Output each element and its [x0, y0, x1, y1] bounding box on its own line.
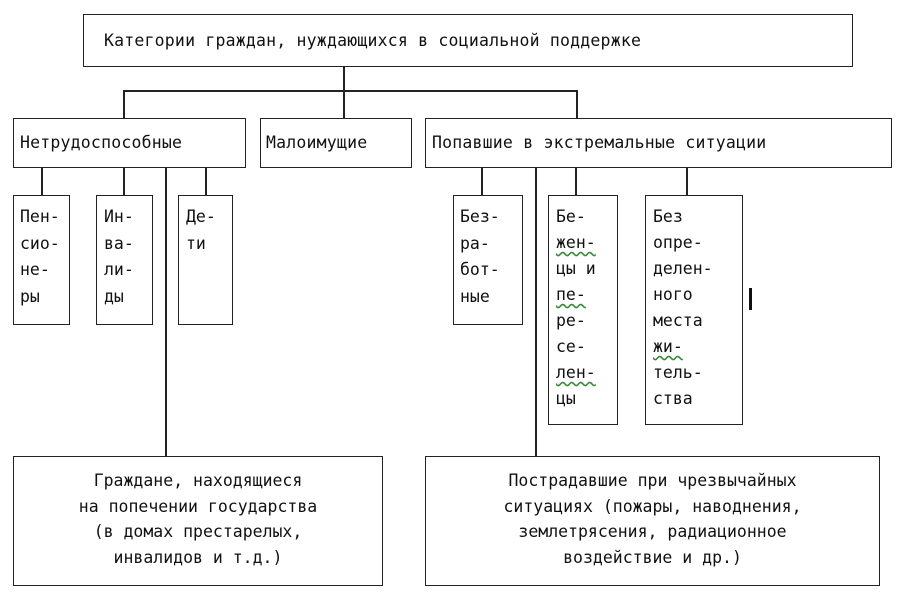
label-line: Граждане, находящиеся: [93, 471, 303, 490]
label-line: жи-: [653, 337, 683, 356]
connector: [123, 90, 125, 118]
label-line: ли-: [104, 260, 134, 279]
label-line: ти: [186, 233, 206, 253]
label-line: (в домах престарелых,: [93, 522, 303, 541]
label-line: воздействие и др.): [563, 547, 742, 567]
category-extreme: Попавшие в экстремальные ситуации: [432, 133, 767, 152]
category-disabled: Нетрудоспособные: [20, 133, 183, 152]
label-line: се-: [556, 337, 586, 356]
connector: [576, 90, 578, 118]
connector: [535, 168, 537, 456]
label-line: Де-: [186, 207, 216, 226]
pensioners-label: [20, 204, 60, 310]
children-label: [186, 204, 216, 257]
unemployed-label: [460, 204, 500, 310]
label-line: Пен-: [20, 207, 60, 226]
label-line: не-: [20, 260, 50, 279]
label-line: Бе-: [556, 207, 586, 226]
label-line: цы и: [556, 259, 596, 278]
connector: [41, 168, 43, 195]
connector: [123, 90, 577, 92]
label-line: жен-: [556, 233, 596, 252]
label-line: цы: [556, 389, 576, 408]
label-line: ного: [653, 285, 693, 304]
label-line: делен-: [653, 259, 713, 278]
label-line: опре-: [653, 233, 703, 252]
label-line: на попечении государства: [78, 496, 318, 516]
invalids-label: [104, 204, 134, 310]
label-line: землетрясения, радиационное: [518, 522, 787, 541]
label-line: ные: [460, 286, 490, 306]
connector: [575, 168, 577, 195]
label-line: Без-: [460, 207, 500, 226]
refugees-label: [556, 204, 596, 412]
category-lowincome: Малоимущие: [266, 133, 368, 152]
label-line: пе-: [556, 285, 586, 304]
label-line: ры: [20, 286, 40, 306]
homeless-label: [653, 204, 713, 412]
state-care-label: [13, 468, 383, 570]
emergency-label: [425, 468, 880, 570]
label-line: Пострадавшие при чрезвычайных: [508, 471, 797, 490]
connector: [686, 168, 688, 195]
connector: [343, 90, 345, 118]
connector: [123, 168, 125, 195]
label-line: инвалидов и т.д.): [113, 547, 283, 567]
label-line: Ин-: [104, 207, 134, 226]
label-line: лен-: [556, 363, 596, 382]
label-line: ды: [104, 286, 124, 306]
label-line: Без: [653, 207, 683, 226]
label-line: тель-: [653, 363, 703, 382]
label-line: ра-: [460, 233, 490, 253]
connector: [165, 168, 167, 456]
label-line: ва-: [104, 233, 134, 253]
diagram-title: Категории граждан, нуждающихся в социальной поддержке: [104, 31, 642, 50]
label-line: бот-: [460, 260, 500, 279]
label-line: ре-: [556, 311, 586, 330]
label-line: сио-: [20, 233, 60, 253]
label-line: места: [653, 311, 703, 330]
label-line: ситуациях (пожары, наводнения,: [503, 496, 802, 516]
text-cursor: [749, 288, 752, 310]
connector: [481, 168, 483, 195]
connector: [343, 67, 345, 91]
connector: [205, 168, 207, 195]
label-line: ства: [653, 389, 693, 408]
